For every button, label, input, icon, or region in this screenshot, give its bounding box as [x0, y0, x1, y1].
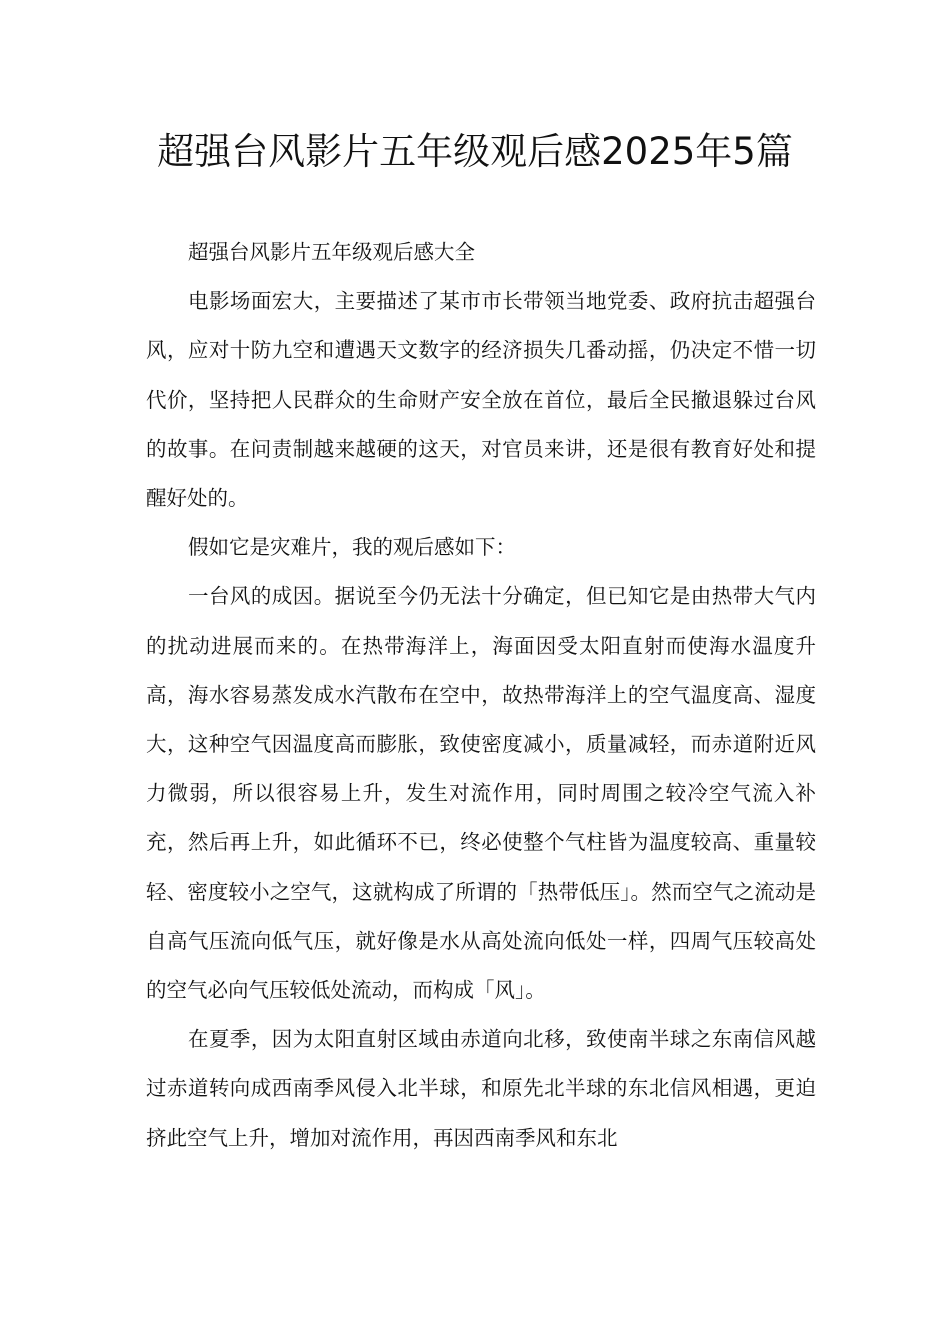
document-body [146, 228, 816, 1163]
body-paragraph: 在夏季，因为太阳直射区域由赤道向北移，致使南半球之东南信风越过赤道转向成西南季风侵入北半球，和原先北半球的东北信风相遇，更迫挤此空气上升，增加对流作用，再因西南季风和东北 [146, 1027, 816, 1150]
body-paragraph: 假如它是灾难片，我的观后感如下： [188, 535, 516, 560]
subtitle-paragraph: 超强台风影片五年级观后感大全 [188, 240, 475, 264]
body-paragraph: 电影场面宏大，主要描述了某市市长带领当地党委、政府抗击超强台风，应对十防九空和遭遇天文数字的经济损失几番动摇，仍决定不惜一切代价，坚持把人民群众的生命财产安全放在首位，最后全民撤退躲过台风的故事。在问责制越来越硬的这天，对官员来讲，还是很有教育好处和提醒好处的。 [146, 289, 816, 511]
body-paragraph: 一台风的成因。据说至今仍无法十分确定，但已知它是由热带大气内的扰动进展而来的。在热带海洋上，海面因受太阳直射而使海水温度升高，海水容易蒸发成水汽散布在空中，故热带海洋上的空气温度高、湿度大，这种空气因温度高而膨胀，致使密度减小，质量减轻，而赤道附近风力微弱，所以很容易上升，发生对流作用，同时周围之较冷空气流入补充，然后再上升，如此循环不已，终必使整个气柱皆为温度较高、重量较轻、密度较小之空气，这就构成了所谓的「热带低压」。然而空气之流动是自高气压流向低气压，就好像是水从高处流向低处一样，四周气压较高处的空气必向气压较低处流动，而构成「风」。 [146, 584, 816, 1003]
document-title: 超强台风影片五年级观后感2025年5篇 [157, 130, 793, 173]
